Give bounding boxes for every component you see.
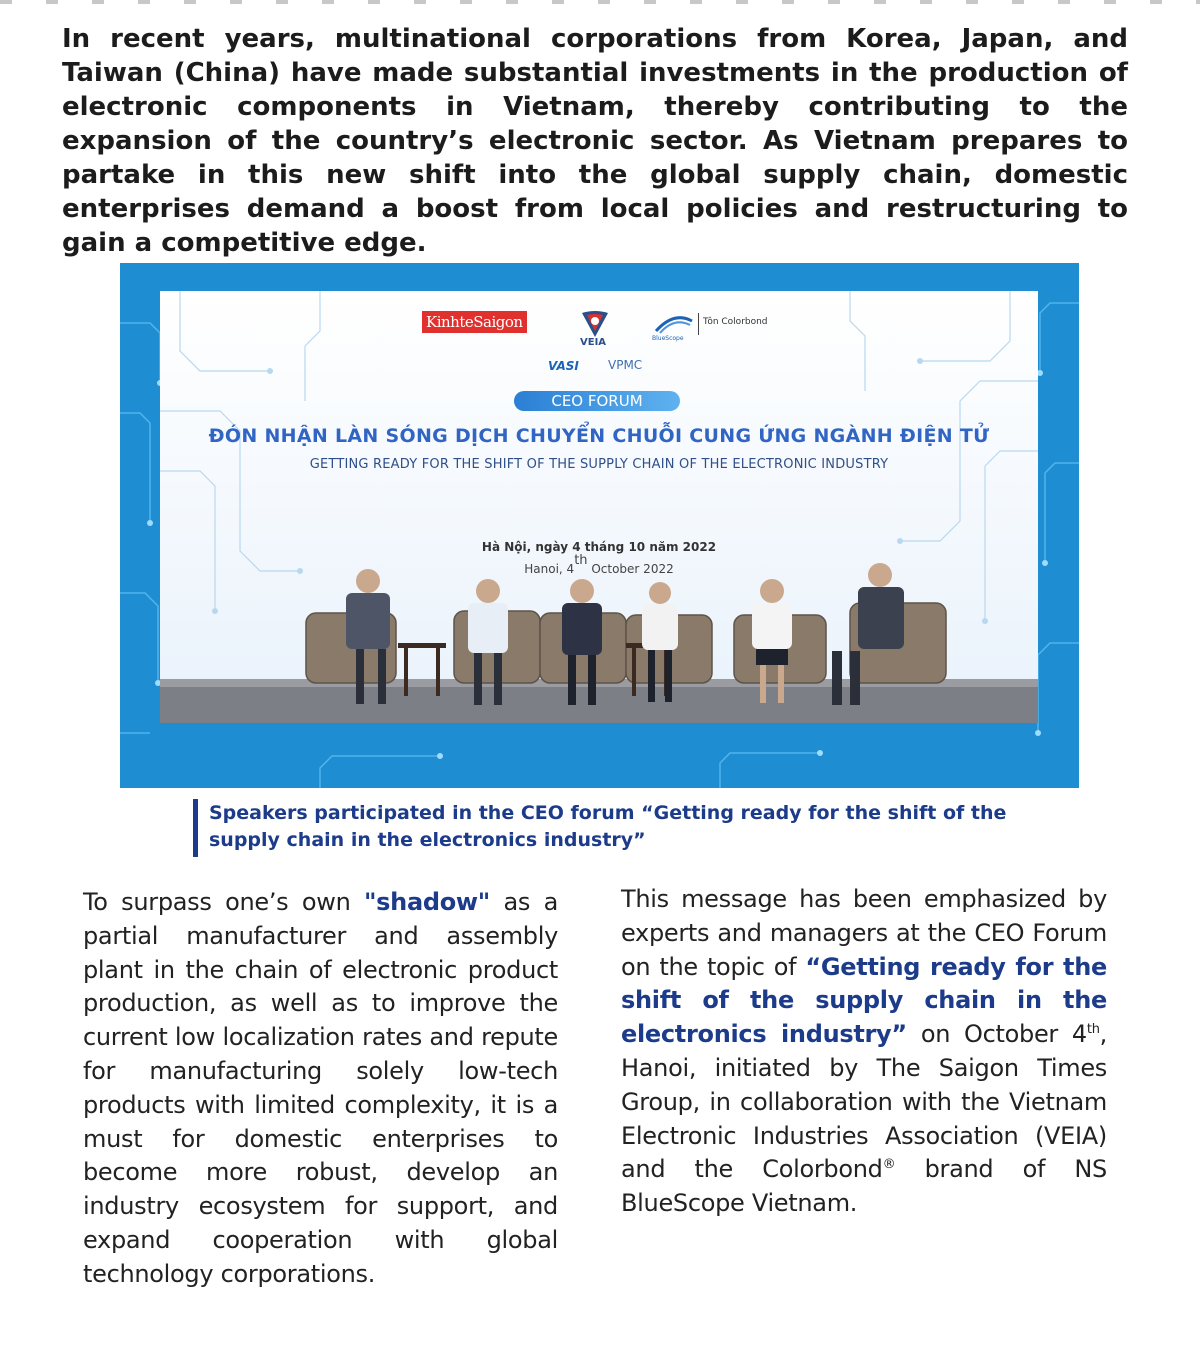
forum-title-vietnamese: ĐÓN NHẬN LÀN SÓNG DỊCH CHUYỂN CHUỖI CUNG ỨNG NGÀNH ĐIỆN TỬ: [208, 425, 990, 447]
forum-date-english: Hanoi, 4th October 2022: [524, 553, 674, 576]
kinhtesaigon-logo: KinhteSaigon: [422, 311, 527, 333]
forum-photo: [120, 263, 1079, 788]
vpmc-logo: VPMC: [608, 358, 643, 372]
top-dashed-rule: [0, 0, 1200, 4]
forum-date-vietnamese: Hà Nội, ngày 4 tháng 10 năm 2022: [481, 540, 717, 554]
vasi-logo: VASI: [548, 359, 579, 373]
forum-topic-highlight: “Getting ready for the shift of the supply chain in the electronics industry”: [621, 952, 1107, 1049]
veia-logo-text: VEIA: [580, 337, 607, 348]
left-column-paragraph: To surpass one’s own "shadow" as a partial manufacturer and assembly plant in the chain of electronic product production, as well as to improve the current low localization rates and repute for manufacturing solely low-tech products with limited complexity, it is a must for domestic enterprises to become more robust, develop an industry ecosystem for support, and expand cooperation with global technology corporations.: [83, 888, 558, 1288]
ceo-forum-badge: CEO FORUM: [514, 391, 680, 411]
ton-colorbond-logo: Tôn Colorbond: [703, 317, 768, 327]
bluescope-logo-text: BlueScope: [652, 335, 684, 342]
caption-accent-bar: [193, 799, 198, 857]
forum-backdrop-screen: [160, 291, 1038, 723]
forum-title-english: GETTING READY FOR THE SHIFT OF THE SUPPLY CHAIN OF THE ELECTRONIC INDUSTRY: [309, 457, 889, 472]
photo-caption: Speakers participated in the CEO forum “Getting ready for the shift of the supply chain in the electronics industry”: [209, 802, 1007, 851]
right-column-paragraph: This message has been emphasized by experts and managers at the CEO Forum on the topic of “Getting ready for the shift of the supply chain in the electronics industry” on October 4th, Hanoi, initiated by The Saigon Times Group, in collaboration with the Vietnam Electronic Industries Association (VEIA) and the Colorbond® brand of NS BlueScope Vietnam.: [621, 885, 1107, 1218]
panel-stage-illustration: [160, 291, 1038, 723]
intro-paragraph: In recent years, multinational corporations from Korea, Japan, and Taiwan (China) have made substantial investments in the production of electronic components in Vietnam, thereby contributing to the expansion of the country’s electronic sector. As Vietnam prepares to partake in this new shift into the global supply chain, domestic enterprises demand a boost from local policies and restructuring to gain a competitive edge.: [62, 24, 1128, 258]
shadow-highlight: "shadow": [363, 888, 490, 916]
